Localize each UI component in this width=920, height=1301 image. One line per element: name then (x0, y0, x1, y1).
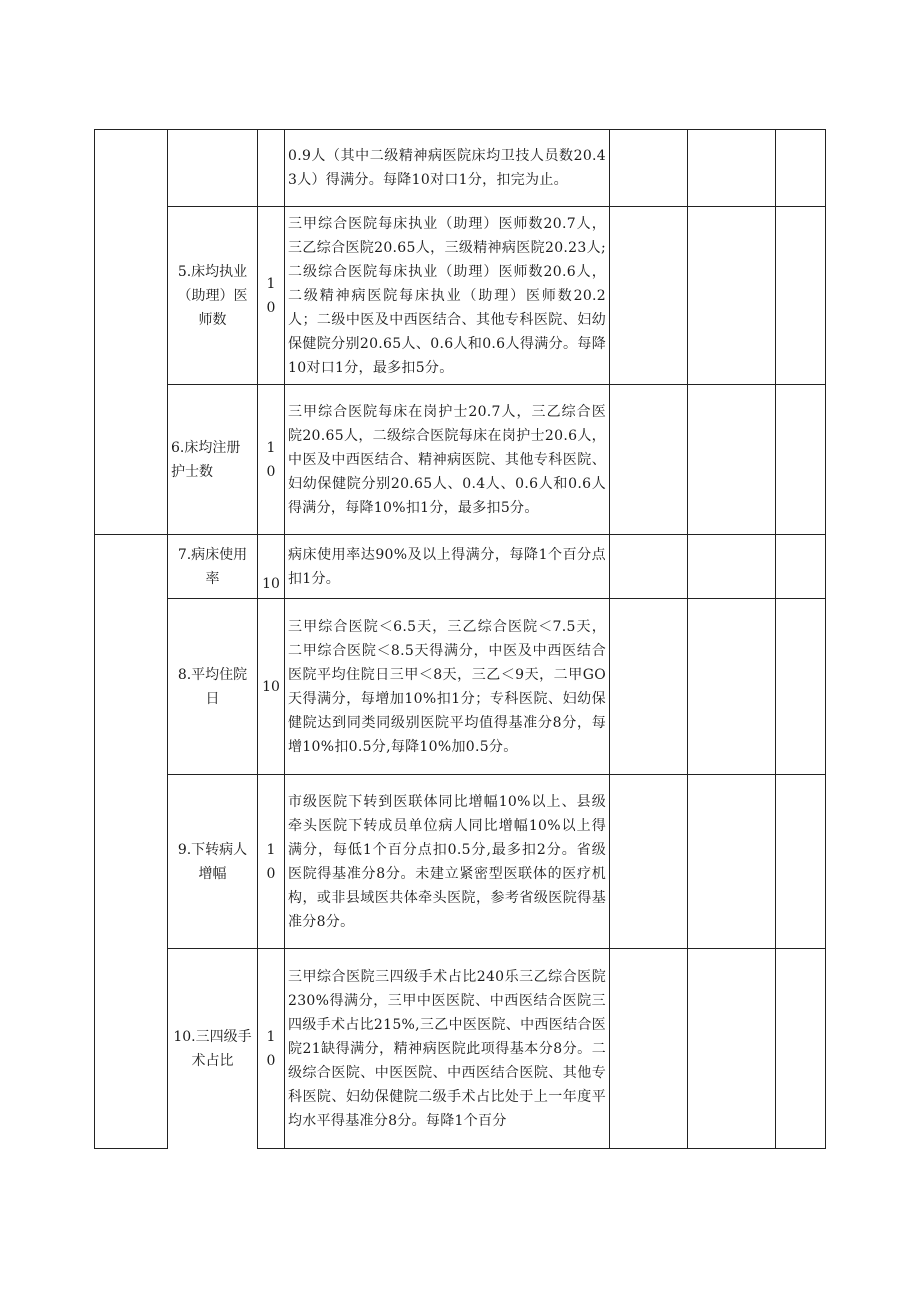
score-value: 10 (262, 576, 280, 592)
category-cell-blank (95, 130, 168, 535)
score-value: 10 (266, 275, 276, 316)
score-cell (258, 385, 285, 535)
category-cell (95, 535, 168, 1149)
score-value: 10 (266, 841, 276, 882)
blank-cell (688, 535, 776, 599)
score-value: 10 (262, 678, 280, 695)
item-cell: 8.平均住院日 (168, 599, 258, 775)
table-row (95, 775, 826, 949)
score-cell (258, 130, 285, 207)
blank-cell (610, 385, 688, 535)
blank-cell (610, 130, 688, 207)
item-cell: 9.下转病人增幅 (168, 775, 258, 949)
table-row (95, 535, 826, 599)
score-table-page (94, 129, 825, 1149)
item-cell: 6.床均注册护士数 (168, 385, 258, 535)
score-cell (258, 775, 285, 949)
item-cell (168, 130, 258, 207)
table-row (95, 599, 826, 775)
blank-cell (610, 775, 688, 949)
standard-cell: 0.9人（其中二级精神病医院床均卫技人员数20.43人）得满分。每降10对口1分，扣完为止。 (285, 130, 610, 207)
blank-cell (688, 207, 776, 385)
blank-cell (776, 385, 826, 535)
standard-cell: 三甲综合医院三四级手术占比240乐三乙综合医院230%得满分，三甲中医医院、中西医结合医院三四级手术占比215%,三乙中医医院、中西医结合医院21缺得满分，精神病医院此项得基本分8分。二级综合医院、中医医院、中西医结合医院、其他专科医院、妇幼保健院二级手术占比处于上一年度平均水平得基准分8分。每降1个百分 (285, 949, 610, 1149)
blank-cell (776, 207, 826, 385)
item-cell: 7.病床使用率 (168, 535, 258, 599)
standard-cell: 市级医院下转到医联体同比增幅10%以上、县级牵头医院下转成员单位病人同比增幅10%以上得满分，每低1个百分点扣0.5分,最多扣2分。省级医院得基准分8分。未建立紧密型医联体的医疗机构，或非县域医共体牵头医院，参考省级医院得基准分8分。 (285, 775, 610, 949)
blank-cell (688, 385, 776, 535)
blank-cell (776, 130, 826, 207)
item-cell: 10.三四级手术占比 (168, 949, 258, 1149)
blank-cell (776, 775, 826, 949)
standard-cell: 病床使用率达90%及以上得满分，每降1个百分点扣1分。 (285, 535, 610, 599)
blank-cell (610, 599, 688, 775)
blank-cell (610, 949, 688, 1149)
blank-cell (688, 130, 776, 207)
evaluation-table (94, 129, 826, 1149)
table-row (95, 207, 826, 385)
standard-cell: 三甲综合医院每床在岗护士20.7人，三乙综合医院20.65人，二级综合医院每床在岗护士20.6人，中医及中西医结合、精神病医院、其他专科医院、妇幼保健院分别20.65人、0.4人、0.6人和0.6人得满分，每降10%扣1分，最多扣5分。 (285, 385, 610, 535)
table-row (95, 130, 826, 207)
score-value: 10 (266, 1028, 276, 1069)
blank-cell (610, 535, 688, 599)
standard-cell: 三甲综合医院＜6.5天，三乙综合医院＜7.5天，二甲综合医院＜8.5天得满分，中医及中西医结合医院平均住院日三甲＜8天，三乙＜9天，二甲GO天得满分，每增加10%扣1分；专科医院、妇幼保健院达到同类同级别医院平均值得基准分8分，每增10%扣0.5分,每降10%加0.5分。 (285, 599, 610, 775)
blank-cell (776, 949, 826, 1149)
blank-cell (688, 949, 776, 1149)
score-cell (258, 207, 285, 385)
item-cell: 5.床均执业（助理）医师数 (168, 207, 258, 385)
standard-cell: 三甲综合医院每床执业（助理）医师数20.7人，三乙综合医院20.65人，三级精神病医院20.23人;二级综合医院每床执业（助理）医师数20.6人，二级精神病医院每床执业（助理）医师数20.2人；二级中医及中西医结合、其他专科医院、妇幼保健院分别20.65人、0.6人和0.6人得满分。每降10对口1分，最多扣5分。 (285, 207, 610, 385)
blank-cell (688, 775, 776, 949)
score-cell (258, 599, 285, 775)
table-row (95, 949, 826, 1149)
score-cell (258, 535, 285, 599)
score-cell (258, 949, 285, 1149)
blank-cell (776, 599, 826, 775)
table-row (95, 385, 826, 535)
blank-cell (610, 207, 688, 385)
score-value: 10 (266, 439, 276, 480)
blank-cell (776, 535, 826, 599)
blank-cell (688, 599, 776, 775)
